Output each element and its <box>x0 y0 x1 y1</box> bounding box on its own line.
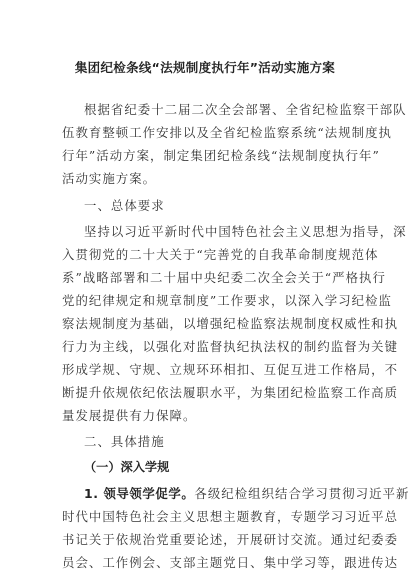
intro-line-4: 活动实施方案。 <box>62 171 157 186</box>
section-heading-general-requirements: 一、总体要求 <box>84 198 165 213</box>
intro-line-3: 行年”活动方案，制定集团纪检条线“法规制度执行年” <box>62 148 380 163</box>
item1-line-4: 员会、工作例会、支部主题党日、集中学习等，跟进传达 <box>62 555 399 570</box>
section-heading-specific-measures: 二、具体措施 <box>84 434 165 449</box>
section1-line-9: 量发展提供有力保障。 <box>62 408 197 423</box>
intro-line-2: 伍教育整顿工作安排以及全省纪检监察系统“法规制度执 <box>62 125 392 140</box>
section1-line-8: 断提升依规依纪依法履职水平，为集团纪检监察工作高质 <box>62 385 399 400</box>
document-title: 集团纪检条线“法规制度执行年”活动实施方案 <box>74 60 336 75</box>
section1-line-5: 察法规制度为基础，以增强纪检监察法规制度权威性和执 <box>62 316 399 331</box>
section1-line-4: 党的纪律规定和规章制度”工作要求，以深入学习纪检监 <box>62 293 392 308</box>
item1-line-2: 时代中国特色社会主义思想主题教育，专题学习习近平总 <box>62 509 399 524</box>
section1-line-2: 入贯彻党的二十大关于“完善党的自我革命制度规范体 <box>62 247 379 262</box>
item1-first-line-text: 各级纪检组织结合学习贯彻习近平新 <box>194 486 410 501</box>
intro-line-1: 根据省纪委十二届二次全会部署、全省纪检监察干部队 <box>84 102 407 117</box>
section1-line-7: 形成学规、守规、立规环环相扣、互促互进工作格局，不 <box>62 362 399 377</box>
item1-first-line <box>84 484 409 502</box>
item1-lead: 1. 领导领学促学。 <box>84 486 195 501</box>
section1-line-1: 坚持以习近平新时代中国特色社会主义思想为指导，深 <box>84 224 407 239</box>
section1-line-3: 系”战略部署和二十届中央纪委二次全会关于“严格执行 <box>62 270 386 285</box>
subsection-heading-study-rules: （一）深入学规 <box>84 460 170 474</box>
section1-line-6: 行力为主线，以强化对监督执纪执法权的制约监督为关键 <box>62 339 399 354</box>
item1-line-3: 书记关于依规治党重要论述，开展研讨交流。通过纪委委 <box>62 532 399 547</box>
